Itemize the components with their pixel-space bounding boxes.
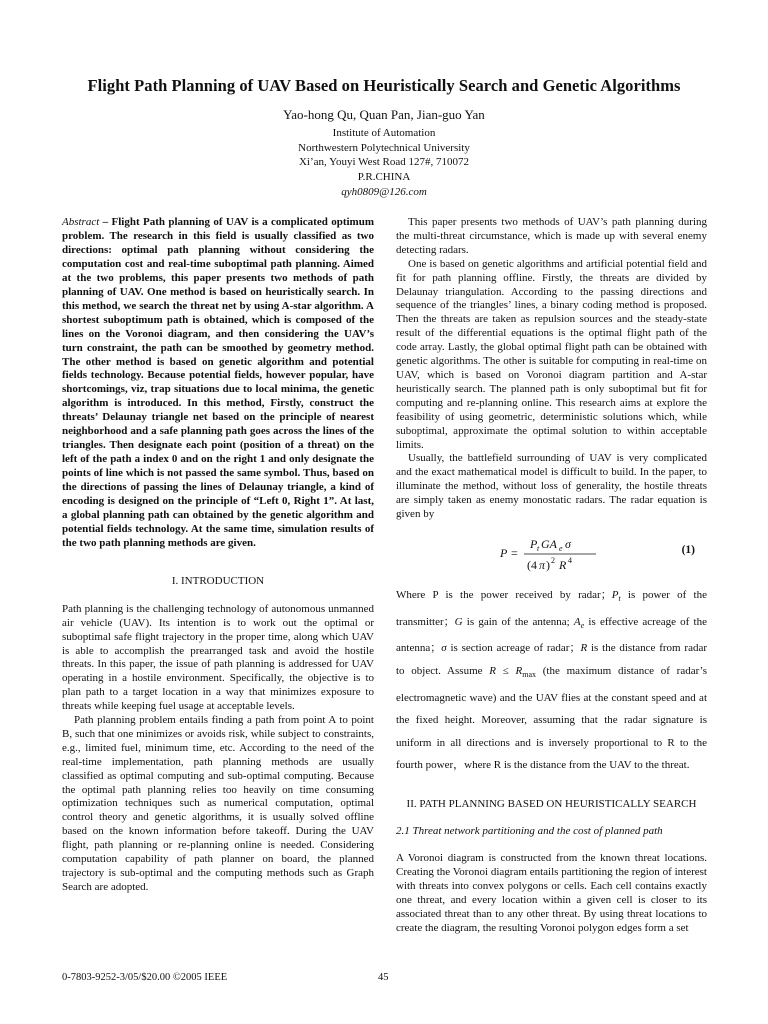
affiliation-institute: Institute of Automation — [332, 127, 436, 139]
radar-equation-formula — [396, 530, 707, 578]
svg-text:GA: GA — [541, 536, 557, 551]
svg-text:R: R — [559, 557, 567, 572]
where-text-1: Where P is the power received by radar； — [396, 588, 612, 601]
svg-text:): ) — [546, 557, 550, 572]
svg-text:σ: σ — [565, 536, 571, 551]
author-email[interactable]: qyh0809@126.com — [341, 185, 427, 198]
right-paragraph-1: This paper presents two methods of UAV’s path planning during the multi-threat circumstance, which is made up with several enemy detecting radars. — [396, 216, 707, 256]
right-paragraph-2: One is based on genetic algorithms and artificial potential field and fit for path planning offline. Firstly, the threats are divided by Delaunay triangulation. According to the passing directions and sequence of the triangles’ lines, a binary coding method is proposed. Then the threats are taken as repulsion sources and the steady-state result of the differential equations is the optimal flight path of the code array. Lastly, the global optimal flight path can be obtained with genetic algorithms. The other is suitable for computing in real-time on UAV, which is based on Voronoi diagram partition and A-star heuristically search. The planned path is only suboptimal but fit for computing and re-planning online. This research aims at explore the feasibility of using geometric, deterministic solutions which, while suboptimal, approximate the optimal solution to within acceptable limits. — [396, 257, 707, 451]
left-column — [62, 216, 374, 895]
svg-text:(4: (4 — [527, 557, 537, 572]
authors: Yao-hong Qu, Quan Pan, Jian-guo Yan — [283, 107, 485, 122]
right-column — [396, 216, 707, 936]
affiliation-university: Northwestern Polytechnical University — [298, 141, 470, 154]
svg-text:π: π — [539, 557, 546, 572]
abstract — [62, 216, 374, 551]
abstract-text: – Flight Path planning of UAV is a complicated optimum problem. The research in this field is usually classified as two directions: optimal path planning without considering the computation cost and real-time suboptimal path planning. Aimed at the two problems, this paper presents two methods of path planning of UAV. One method is based on heuristically search. In this method, we search the threat net by using A-star algorithm. A shortest suboptimum path is obtained, which is composed of the lines on the Voronoi diagram, and then considering the UAV’s turn constraint, the path can be smoothed by geometry method. The other method is based on genetic algorithm and potential fields technology. Because potential fields, however popular, have shortcomings, viz, trap situations due to local minima, the genetic algorithm is introduced. In this method, Firstly, construct the threats’ Delaunay triangle net based on the principle of nearest neighborhood and a safe planning path goes across the lines of the triangles. Then designate each point (position of a threat) on the left of the path a index 0 and on the right 1 and only designate the points of line which is not passed the same symbol. Thus, based on the directions of passing the lines of Delaunay triangle, a kind of encoding is designed on the principle of “Left 0, Right 1”. At last, a global planning path can obtained by the genetic algorithm and potential fields technology. At the same time, simulation results of the two path planning methods are given. — [62, 216, 374, 549]
svg-text:=: = — [511, 545, 518, 560]
where-text-3: is gain of the antenna; — [462, 615, 574, 628]
section-1-paragraph-1: Path planning is the challenging technology of autonomous unmanned air vehicle (UAV). Its intention is to work out the optimal or suboptimal safe flight trajectory in the proper time, along which UAV is able to accomplish the prearranged task and avoid the hostile threats. In this paper, the issue of path planning is addressed for UAV operating in a hostile environment. Specifically, the objective is to plan path to a target location in a way that minimizes exposure to threats while keeping fuel usage at acceptable levels. — [62, 602, 374, 713]
affiliation — [0, 126, 768, 200]
svg-text:e: e — [559, 543, 563, 553]
symbol-pt: $P_t$ — [611, 588, 621, 604]
svg-text:4: 4 — [568, 555, 572, 565]
symbol-ae: $A_e$ — [573, 615, 585, 630]
section-2-heading: II. PATH PLANNING BASED ON HEURISTICALLY SEARCH — [406, 797, 697, 810]
where-text-4: is effective acreage of the antenna； — [396, 615, 707, 655]
paper-title: Flight Path Planning of UAV Based on Heuristically Search and Genetic Algorithms — [87, 76, 681, 95]
symbol-r: R — [580, 642, 588, 655]
where-text-2: is power of the transmitter； — [396, 588, 707, 628]
svg-text:P: P — [530, 536, 538, 551]
page-number: 45 — [378, 972, 389, 983]
svg-text:P: P — [500, 545, 508, 560]
equation-explanation — [396, 584, 707, 777]
section-1-heading: I. INTRODUCTION — [171, 574, 265, 587]
subsection-2-1-heading: 2.1 Threat network partitioning and the cost of planned path — [396, 824, 663, 837]
section-1-paragraph-2: Path planning problem entails finding a path from point A to point B, such that one minimizes or avoids risk, while subject to constraints, e.g., limited fuel, minimum time, etc. According to the need of the real-time implementation, path planning methods are usually classified as optimal computing and sub-optimal computing. Because the optimal path planning relies too heavily on time consuming optimization techniques such as numerical computation, optimal control theory and genetic algorithms, it is usually solved offline based on the known information before takeoff. During the UAV flight, path planning or re-planning online is needed. Considering computation capability of path planner on board, the planned trajectory is sub-optimal and the computing methods such as Graph Search are adopted. — [62, 714, 374, 893]
section-2-paragraph-1: A Voronoi diagram is constructed from the known threat locations. Creating the Voronoi diagram entails partitioning the region of interest with threats into convex polygons or cells. Each cell contains exactly one threat, and every location within a given cell is closer to its associated threat than to any other threat. By using threat locations to create the diagram, the resulting Voronoi polygon edges form a set — [396, 852, 707, 934]
where-text-6: is the distance from radar to object. Assume — [396, 642, 707, 677]
symbol-r-le-rmax: $R \le R_{max}$ — [489, 664, 537, 679]
where-text-7: (the maximum distance of radar’s electromagnetic wave) and the UAV flies at the constant speed and at the fixed height. Moreover, assuming that the radar signature is uniform in all directions and is inversely proportional to R to the fourth power，where R is the distance from the UAV to the threat. — [396, 664, 707, 771]
affiliation-address: Xi’an, Youyi West Road 127#, 710072 — [298, 156, 470, 169]
symbol-sigma: σ — [441, 642, 447, 655]
right-paragraph-3: Usually, the battlefield surrounding of UAV is very complicated and the exact mathematical model is difficult to build. In the paper, to illuminate the method, without loss of generality, the hostile threats are simply taken as enemy monostatic radars. The radar equation is given by — [396, 452, 707, 521]
abstract-label: Abstract — [62, 216, 100, 228]
equation-number: (1) — [681, 543, 695, 556]
svg-text:t: t — [537, 543, 540, 553]
footer-copyright: 0-7803-9252-3/05/$20.00 ©2005 IEEE — [62, 972, 228, 983]
svg-text:2: 2 — [551, 555, 555, 565]
radar-equation — [396, 530, 707, 578]
affiliation-country: P.R.CHINA — [357, 171, 411, 184]
where-text-5: is section acreage of radar； — [446, 642, 581, 655]
symbol-g: G — [454, 615, 463, 628]
